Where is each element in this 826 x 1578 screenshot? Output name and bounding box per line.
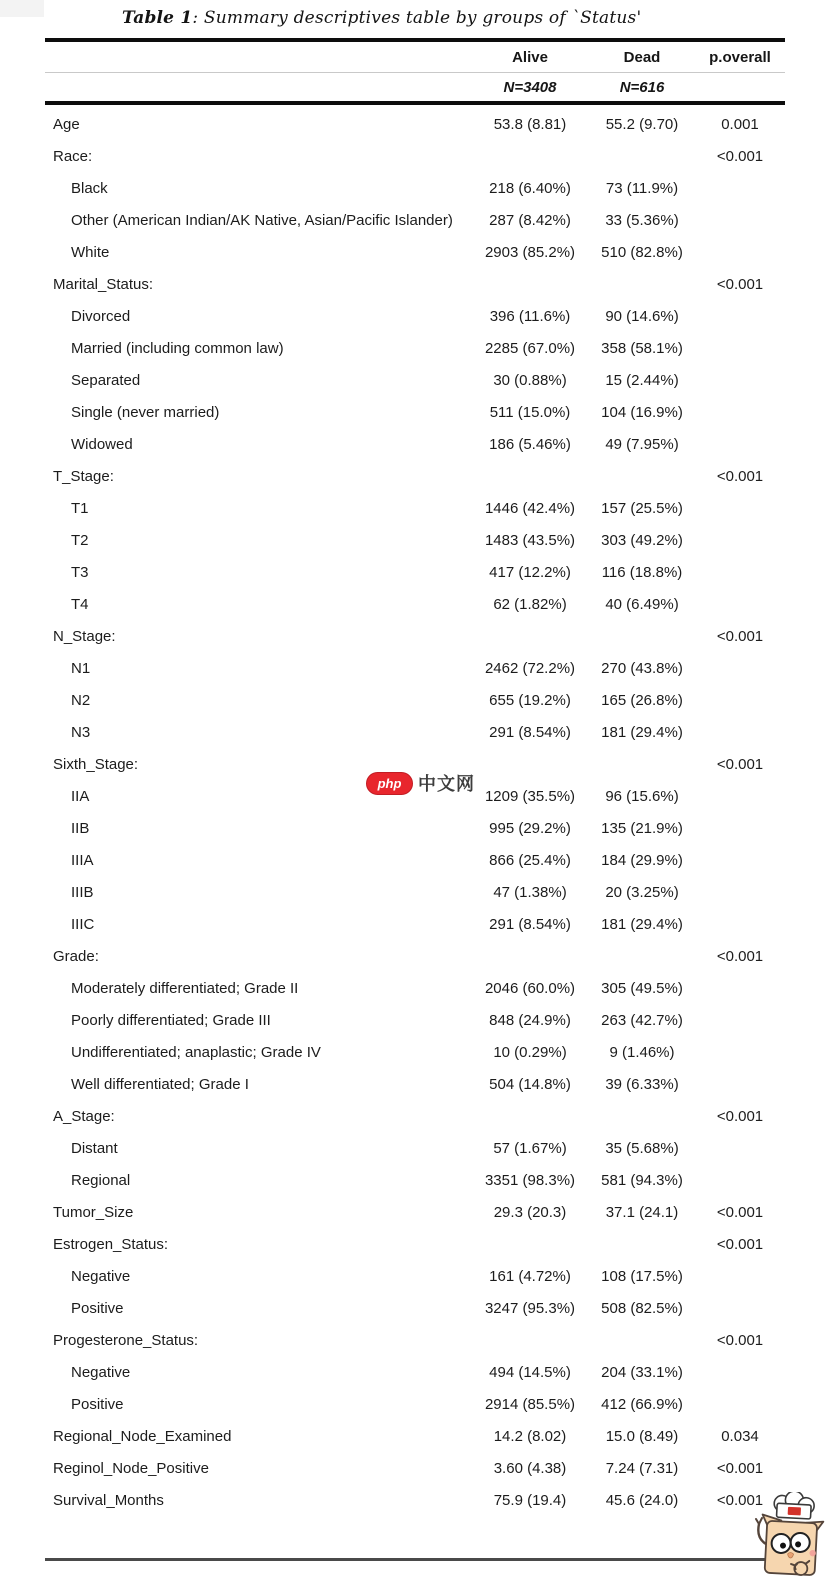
cell-alive: 186 (5.46%) [489,435,571,453]
cell-alive: 655 (19.2%) [489,691,571,709]
table-row [45,1356,785,1388]
table-row [45,1196,785,1228]
table-title-number: Table 1 [122,8,193,28]
cell-dead: 184 (29.9%) [601,851,683,869]
table-title [122,8,641,28]
cell-dead: 305 (49.5%) [601,979,683,997]
table-row [45,588,785,620]
cell-label: Regional [71,1171,131,1189]
cell-p: 0.034 [721,1427,759,1445]
cell-label: Separated [71,371,141,389]
cell-p [695,876,785,908]
cell-p [695,524,785,556]
cell-dead: 263 (42.7%) [601,1011,683,1029]
cell-label: Marital_Status: [53,275,154,293]
cell-dead: 37.1 (24.1) [605,1203,679,1221]
cell-alive: 2914 (85.5%) [484,1395,576,1413]
cell-label: Black [71,179,108,197]
cell-label: Negative [71,1363,131,1381]
cell-p [695,812,785,844]
cell-dead: 581 (94.3%) [601,1171,683,1189]
cell-alive: 75.9 (19.4) [493,1491,567,1509]
table-row [45,172,785,204]
header-row [45,40,785,73]
cell-alive: 3.60 (4.38) [493,1459,567,1477]
table-row [45,908,785,940]
cell-label: N3 [71,723,91,741]
table-body [45,103,785,1516]
cell-dead: 35 (5.68%) [605,1139,679,1157]
cell-dead: 15 (2.44%) [605,371,679,389]
header-empty [45,40,471,73]
cell-dead: 358 (58.1%) [601,339,683,357]
table-row [45,1132,785,1164]
cell-label: Estrogen_Status: [53,1235,169,1253]
cell-label: Well differentiated; Grade I [71,1075,249,1093]
table-row [45,1068,785,1100]
cell-label: IIIA [71,851,94,869]
cell-p: <0.001 [716,1491,764,1509]
cell-label: IIIC [71,915,95,933]
table-row [45,460,785,492]
cell-alive: 3247 (95.3%) [484,1299,576,1317]
cell-p [695,556,785,588]
table-row [45,524,785,556]
cell-alive: 848 (24.9%) [489,1011,571,1029]
cell-p [695,588,785,620]
cell-alive: 504 (14.8%) [489,1075,571,1093]
cell-label: Reginol_Node_Positive [53,1459,209,1477]
cell-p [695,1292,785,1324]
cell-alive: 511 (15.0%) [489,403,571,421]
cell-alive: 417 (12.2%) [489,563,571,581]
table-row [45,812,785,844]
table-row [45,204,785,236]
cell-dead [589,940,695,972]
cell-p [695,1004,785,1036]
cell-alive: 161 (4.72%) [489,1267,571,1285]
cell-dead: 45.6 (24.0) [605,1491,679,1509]
table-row [45,1484,785,1516]
cell-dead: 40 (6.49%) [605,595,679,613]
cell-p [695,428,785,460]
cell-alive: 53.8 (8.81) [493,115,567,133]
cell-alive: 1209 (35.5%) [484,787,576,805]
table-row [45,103,785,140]
cell-dead [589,1100,695,1132]
cell-dead [589,1228,695,1260]
n-alive: N=3408 [471,73,589,104]
cell-label: Race: [53,147,93,165]
table-row [45,940,785,972]
cell-dead [589,268,695,300]
table-row [45,716,785,748]
cell-dead: 49 (7.95%) [605,435,679,453]
cell-label: Poorly differentiated; Grade III [71,1011,271,1029]
cell-label: T4 [71,595,89,613]
corner-artifact [0,0,44,17]
table-row [45,332,785,364]
cell-alive: 218 (6.40%) [489,179,571,197]
cell-label: Tumor_Size [53,1203,134,1221]
table-title-text: : Summary descriptives table by groups of `Status' [192,8,642,28]
cell-p: <0.001 [716,1203,764,1221]
cell-label: Widowed [71,435,133,453]
cell-label: White [71,243,110,261]
cell-p [695,236,785,268]
cell-label: N1 [71,659,91,677]
cell-label: T3 [71,563,89,581]
cell-p [695,844,785,876]
cell-p: <0.001 [716,755,764,773]
cell-alive: 995 (29.2%) [489,819,571,837]
cell-label: Undifferentiated; anaplastic; Grade IV [71,1043,321,1061]
cell-p [695,1132,785,1164]
cell-dead: 165 (26.8%) [601,691,683,709]
cell-label: Sixth_Stage: [53,755,139,773]
cell-alive: 2285 (67.0%) [484,339,576,357]
cell-alive: 2903 (85.2%) [484,243,576,261]
cell-dead: 157 (25.5%) [601,499,683,517]
cell-p [695,1036,785,1068]
table-row [45,396,785,428]
cell-dead: 55.2 (9.70) [605,115,679,133]
cell-dead: 7.24 (7.31) [605,1459,679,1477]
cell-label: Single (never married) [71,403,220,421]
cell-alive [471,140,589,172]
cell-dead: 108 (17.5%) [601,1267,683,1285]
cell-alive: 29.3 (20.3) [493,1203,567,1221]
table-row [45,236,785,268]
cell-dead: 73 (11.9%) [605,179,679,197]
table-row [45,652,785,684]
watermark-text: 中文网 [418,774,475,795]
cell-dead: 204 (33.1%) [601,1363,683,1381]
cell-p [695,1164,785,1196]
cell-dead: 510 (82.8%) [601,243,683,261]
header-alive: Alive [471,40,589,73]
cell-label: A_Stage: [53,1107,115,1125]
cell-label: Positive [71,1395,124,1413]
cell-p [695,172,785,204]
table-row [45,492,785,524]
table-row [45,684,785,716]
table-row [45,1036,785,1068]
table-row [45,556,785,588]
cell-p [695,1356,785,1388]
table-row [45,428,785,460]
cell-p: <0.001 [716,627,764,645]
table-bottom-rule [45,1558,785,1561]
cell-alive [471,1324,589,1356]
cell-p [695,972,785,1004]
cell-alive: 10 (0.29%) [493,1043,567,1061]
header-dead: Dead [589,40,695,73]
table-row [45,1228,785,1260]
cell-alive: 396 (11.6%) [489,307,571,325]
cell-dead [589,620,695,652]
cell-alive: 57 (1.67%) [493,1139,567,1157]
cell-alive [471,1228,589,1260]
cell-p [695,364,785,396]
cell-label: Married (including common law) [71,339,284,357]
cell-dead: 303 (49.2%) [601,531,683,549]
cell-alive: 47 (1.38%) [493,883,567,901]
cell-dead: 90 (14.6%) [605,307,679,325]
cell-p: <0.001 [716,947,764,965]
cell-alive: 494 (14.5%) [489,1363,571,1381]
cell-alive: 30 (0.88%) [493,371,567,389]
cell-dead: 508 (82.5%) [601,1299,683,1317]
cell-p: 0.001 [721,115,759,133]
cell-label: N2 [71,691,91,709]
cell-label: Divorced [71,307,131,325]
cell-label: Distant [71,1139,118,1157]
cell-dead: 96 (15.6%) [605,787,679,805]
cell-p: <0.001 [716,1107,764,1125]
table-row [45,620,785,652]
cat-chef-mascot-icon [750,1492,826,1578]
cell-alive: 3351 (98.3%) [484,1171,576,1189]
cell-alive: 287 (8.42%) [489,211,571,229]
cell-p [695,492,785,524]
cell-alive [471,1100,589,1132]
cell-label: Other (American Indian/AK Native, Asian/Pacific Islander) [71,211,453,229]
cell-p: <0.001 [716,1331,764,1349]
table-row [45,844,785,876]
cell-label: IIB [71,819,90,837]
cell-dead: 270 (43.8%) [601,659,683,677]
cell-p: <0.001 [716,1459,764,1477]
cell-label: Survival_Months [53,1491,164,1509]
cell-alive [471,620,589,652]
cell-dead: 39 (6.33%) [605,1075,679,1093]
cell-p [695,716,785,748]
cell-alive: 2462 (72.2%) [484,659,576,677]
cell-p [695,908,785,940]
cell-alive [471,460,589,492]
cell-alive: 14.2 (8.02) [493,1427,567,1445]
cell-p [695,332,785,364]
table-row [45,1100,785,1132]
cell-label: Progesterone_Status: [53,1331,199,1349]
cell-dead: 181 (29.4%) [601,915,683,933]
cell-label: Moderately differentiated; Grade II [71,979,299,997]
cell-p [695,300,785,332]
cell-dead: 20 (3.25%) [605,883,679,901]
cell-p [695,396,785,428]
cell-label: Negative [71,1267,131,1285]
table-row [45,1292,785,1324]
cell-label: T2 [71,531,89,549]
cell-dead: 33 (5.36%) [605,211,679,229]
cell-p: <0.001 [716,275,764,293]
n-dead: N=616 [589,73,695,104]
cell-label: Positive [71,1299,124,1317]
table-row [45,1164,785,1196]
cell-alive: 291 (8.54%) [489,915,571,933]
cell-p [695,652,785,684]
cell-alive: 1483 (43.5%) [484,531,576,549]
cell-p: <0.001 [716,467,764,485]
cell-label: Regional_Node_Examined [53,1427,232,1445]
cell-alive [471,268,589,300]
cell-label: IIIB [71,883,94,901]
n-empty [45,73,471,104]
cell-alive: 62 (1.82%) [493,595,567,613]
cell-dead: 181 (29.4%) [601,723,683,741]
php-logo-icon: php [366,772,413,795]
table-row [45,1452,785,1484]
n-row [45,73,785,104]
table-row [45,140,785,172]
cell-alive: 2046 (60.0%) [484,979,576,997]
cell-label: N_Stage: [53,627,116,645]
cell-dead: 135 (21.9%) [601,819,683,837]
table-row [45,364,785,396]
cell-dead: 412 (66.9%) [601,1395,683,1413]
table-row [45,1324,785,1356]
cell-label: Age [53,115,80,133]
cell-p [695,1260,785,1292]
cell-dead: 9 (1.46%) [609,1043,675,1061]
cell-dead [589,460,695,492]
cell-alive [471,940,589,972]
cell-p: <0.001 [716,147,764,165]
cell-dead [589,1324,695,1356]
cell-p [695,1068,785,1100]
n-p-empty [695,73,785,104]
table-row [45,1388,785,1420]
table-row [45,1420,785,1452]
cell-label: Grade: [53,947,99,965]
cell-alive: 1446 (42.4%) [484,499,576,517]
table-row [45,1004,785,1036]
header-p-overall: p.overall [695,40,785,73]
cell-p [695,780,785,812]
cell-p [695,684,785,716]
cell-p [695,204,785,236]
cell-p: <0.001 [716,1235,764,1253]
table-row [45,972,785,1004]
cell-alive [471,748,589,780]
cell-dead: 116 (18.8%) [601,563,683,581]
cell-label: T1 [71,499,89,517]
table-row [45,1260,785,1292]
cell-p [695,1388,785,1420]
cell-dead [589,140,695,172]
cell-alive: 291 (8.54%) [489,723,571,741]
cell-dead [589,748,695,780]
table-row [45,300,785,332]
table-row [45,876,785,908]
cell-label: T_Stage: [53,467,114,485]
table-row [45,268,785,300]
cell-label: IIA [71,787,90,805]
cell-dead: 15.0 (8.49) [605,1427,679,1445]
cell-dead: 104 (16.9%) [601,403,683,421]
cell-alive: 866 (25.4%) [489,851,571,869]
watermark [366,770,475,796]
